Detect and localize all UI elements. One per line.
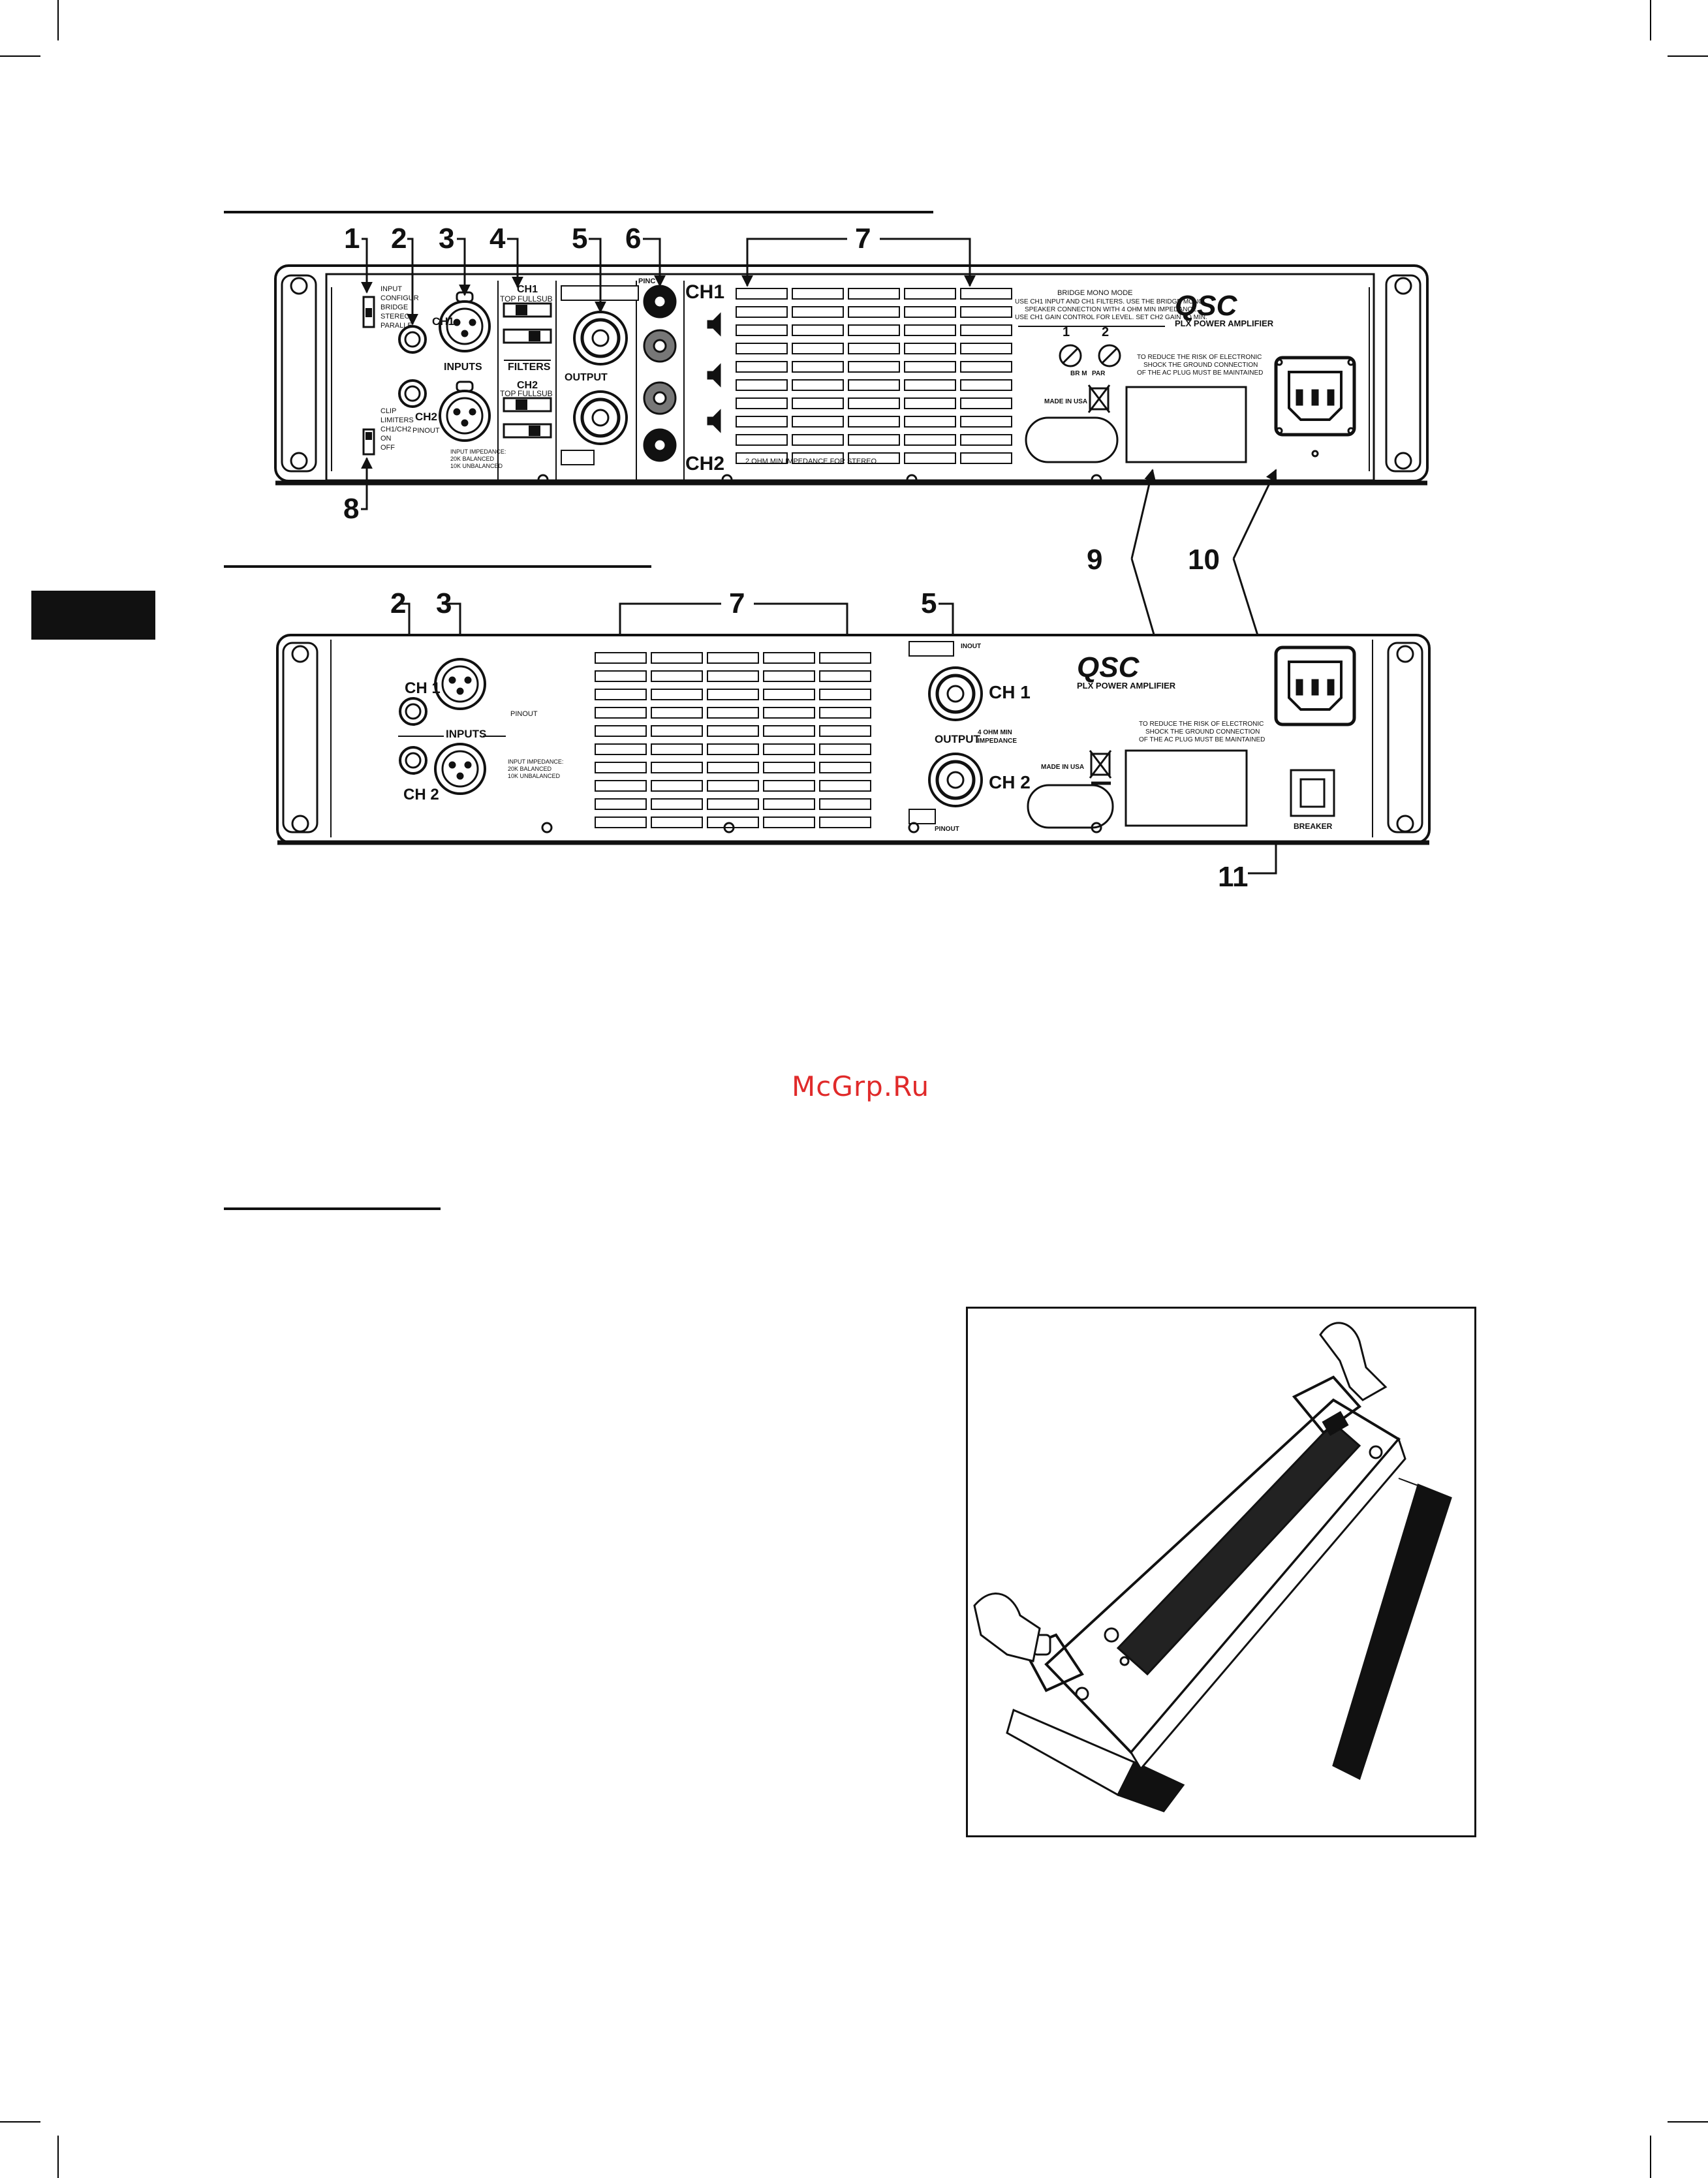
callout-6: 6 <box>625 223 642 255</box>
tOutput-label: OUTPUT <box>565 372 608 383</box>
tB2-label: 2 <box>1102 325 1110 339</box>
tPinout-label: PINOUT <box>412 427 440 435</box>
rack-install-drawing <box>968 1309 1474 1835</box>
bGw1-label: SHOCK THE GROUND CONNECTION <box>1145 728 1260 736</box>
cl2-label: CH1/CH2 <box>380 426 412 433</box>
section-rule <box>224 1207 441 1210</box>
amplifier-rear-panels <box>0 0 1708 927</box>
bImp2-label: 10K UNBALANCED <box>508 773 561 779</box>
tBrm-label: BR M <box>1070 370 1087 377</box>
watermark: McGrp.Ru <box>792 1070 930 1102</box>
rack-install-illustration <box>966 1307 1476 1837</box>
tB1-label: 1 <box>1063 325 1070 339</box>
bImp0-label: INPUT IMPEDANCE: <box>508 758 564 765</box>
crop-mark <box>57 2136 59 2178</box>
bGw0-label: TO REDUCE THE RISK OF ELECTRONIC <box>1139 721 1264 728</box>
tBpCh1-label: CH1 <box>685 281 725 303</box>
cl1-label: LIMITERS <box>380 416 414 424</box>
ic3-label: STEREO <box>380 313 411 320</box>
tBm2-label: USE CH1 GAIN CONTROL FOR LEVEL. SET CH2 GAIN TO MIN. <box>1015 314 1207 321</box>
tBm1-label: SPEAKER CONNECTION WITH 4 OHM MIN IMPEDANCE. <box>1025 306 1199 313</box>
ic2-label: BRIDGE <box>380 303 409 311</box>
tGw0-label: TO REDUCE THE RISK OF ELECTRONIC <box>1137 354 1262 361</box>
bOc1-label: CH 1 <box>989 682 1031 702</box>
tPinc-label: PINC <box>638 277 656 285</box>
tBm0-label: USE CH1 INPUT AND CH1 FILTERS. USE THE BRIDGE MONO <box>1015 298 1203 305</box>
cl0-label: CLIP <box>380 407 397 415</box>
callout-1: 1 <box>344 223 360 255</box>
ic0-label: INPUT <box>380 285 402 293</box>
tFull1-label: FULL <box>518 294 537 303</box>
callout-4: 4 <box>489 223 506 255</box>
tTop1-label: TOP <box>500 294 516 303</box>
callout-8: 8 <box>343 493 360 525</box>
tStereo-label: 2 OHM MIN IMPEDANCE FOR STEREO <box>745 458 877 465</box>
amp-bottom <box>277 475 1429 843</box>
crop-mark <box>0 2121 40 2123</box>
bInputs-label: INPUTS <box>446 728 487 740</box>
bInout-label: INOUT <box>961 643 982 650</box>
tImp2-label: 10K UNBALANCED <box>450 463 503 469</box>
callout-2: 2 <box>391 223 407 255</box>
logoBot-label: QSC <box>1077 651 1140 683</box>
bOi0-label: 4 OHM MIN <box>978 729 1012 736</box>
ic4-label: PARALLE <box>380 322 412 330</box>
bMade-label: MADE IN USA <box>1041 764 1085 771</box>
callout-3: 3 <box>439 223 455 255</box>
bPinout-label: PINOUT <box>510 710 538 718</box>
bImp1-label: 20K BALANCED <box>508 766 552 772</box>
bPinoutR-label: PINOUT <box>935 826 959 833</box>
logoTop-label: QSC <box>1175 290 1237 322</box>
crop-mark <box>1650 2136 1651 2178</box>
tGw1-label: SHOCK THE GROUND CONNECTION <box>1143 362 1258 369</box>
bModel-label: PLX POWER AMPLIFIER <box>1077 681 1176 691</box>
callout-5: 5 <box>572 223 588 255</box>
tBmTitle-label: BRIDGE MONO MODE <box>1057 289 1133 297</box>
cl3-label: ON <box>380 435 392 443</box>
bBreaker-label: BREAKER <box>1294 822 1333 831</box>
tSub1-label: SUB <box>536 294 553 303</box>
bOc2-label: CH 2 <box>989 772 1031 792</box>
callout-3b: 3 <box>436 587 452 619</box>
tImp0-label: INPUT IMPEDANCE: <box>450 448 506 455</box>
fc1-label: CH1 <box>517 284 538 295</box>
tInputs-label: INPUTS <box>444 362 482 373</box>
tSub2-label: SUB <box>536 389 553 398</box>
bOi1-label: IMPEDANCE <box>978 738 1017 745</box>
tFilters-label: FILTERS <box>508 362 551 373</box>
fc2-label: CH2 <box>517 380 538 391</box>
crop-mark <box>1668 2121 1708 2123</box>
callout-5b: 5 <box>921 587 937 619</box>
tBpCh2-label: CH2 <box>685 453 725 474</box>
tTop2-label: TOP <box>500 389 516 398</box>
tModel-label: PLX POWER AMPLIFIER <box>1175 319 1274 328</box>
ic1-label: CONFIGUR <box>380 294 419 302</box>
tCh2-label: CH2 <box>415 411 438 423</box>
callout-10: 10 <box>1188 544 1220 576</box>
tMadeUsa-label: MADE IN USA <box>1044 398 1088 405</box>
bCh2-label: CH 2 <box>403 786 439 803</box>
callout-7: 7 <box>855 223 871 255</box>
tPar-label: PAR <box>1092 370 1106 377</box>
tFull2-label: FULL <box>518 389 537 398</box>
callout-2b: 2 <box>390 587 407 619</box>
cl4-label: OFF <box>380 444 395 452</box>
callout-7b: 7 <box>729 587 745 619</box>
tImp1-label: 20K BALANCED <box>450 456 495 462</box>
tCh1-label: CH1 <box>432 315 455 328</box>
bOutput-label: OUTPUT <box>935 733 980 745</box>
callout-9: 9 <box>1087 544 1103 576</box>
bCh1-label: CH 1 <box>405 679 441 697</box>
callout-11: 11 <box>1218 861 1249 893</box>
tGw2-label: OF THE AC PLUG MUST BE MAINTAINED <box>1137 369 1264 377</box>
bGw2-label: OF THE AC PLUG MUST BE MAINTAINED <box>1139 736 1265 743</box>
